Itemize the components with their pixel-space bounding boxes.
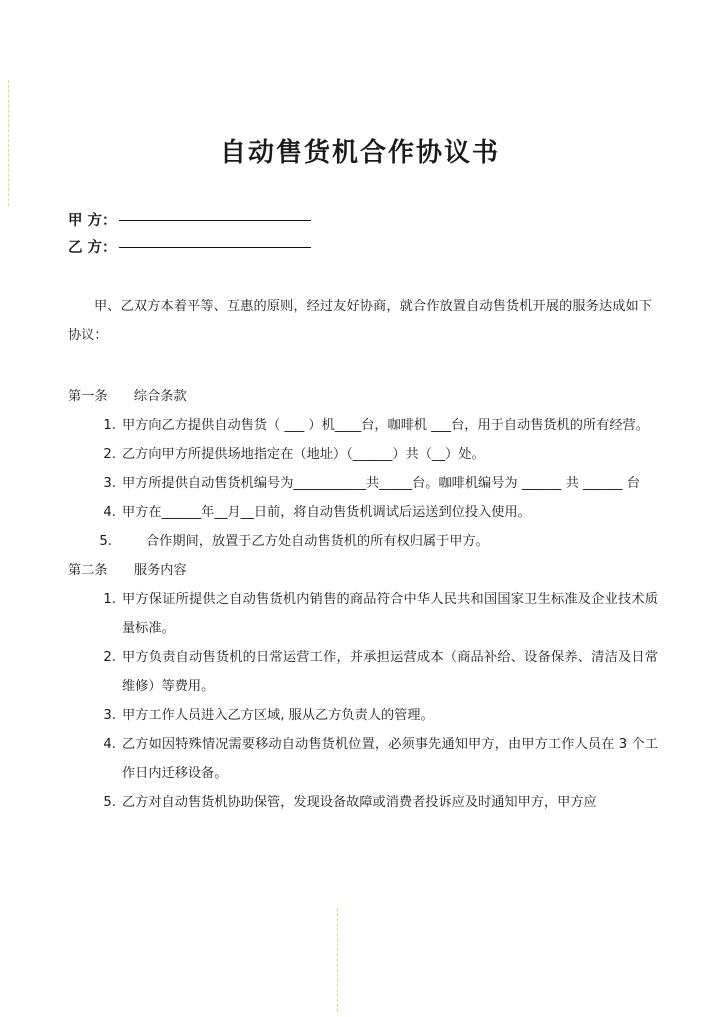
party-blank-jiafang[interactable] — [119, 219, 311, 221]
section-list-2 — [68, 585, 658, 817]
party-fields — [68, 208, 668, 262]
list-item-number: 3. — [103, 708, 116, 723]
intro-paragraph: 甲、乙双方本着平等、互惠的原则，经过友好协商，就合作放置自动售货机开展的服务达成如下协议： — [68, 299, 652, 343]
list-item — [99, 527, 658, 556]
list-item — [103, 411, 658, 440]
section-heading-2: 第二条 服务内容 — [68, 563, 187, 578]
list-item-text: 甲方所提供自动售货机编号为___________共_____台。咖啡机编号为 ______ 共 ______ 台 — [122, 476, 640, 491]
section-list-1 — [68, 411, 658, 556]
list-item-text: 甲方在______年__月__日前，将自动售货机调试后运送到位投入使用。 — [122, 505, 531, 520]
page-title: 自动售货机合作协议书 — [219, 138, 500, 168]
list-item-text: 甲方保证所提供之自动售货机内销售的商品符合中华人民共和国国家卫生标准及企业技术质量标准。 — [122, 592, 658, 636]
list-item — [103, 440, 658, 469]
party-label-yifang: 乙 方： — [68, 240, 117, 256]
list-item-text: 乙方如因特殊情况需要移动自动售货机位置，必须事先通知甲方，由甲方工作人员在 3 个工作日内迁移设备。 — [122, 737, 658, 781]
list-item — [103, 469, 658, 498]
section-heading-1: 第一条 综合条款 — [68, 389, 187, 404]
list-item-number: 4. — [103, 505, 116, 520]
list-item-number: 3. — [103, 476, 116, 491]
list-item-number: 1. — [103, 418, 116, 433]
list-item-text: 甲方工作人员进入乙方区域, 服从乙方负责人的管理。 — [122, 708, 434, 723]
list-item — [103, 788, 658, 817]
list-item — [103, 498, 658, 527]
list-item-text: 乙方向甲方所提供场地指定在（地址）（______）共（__）处。 — [122, 447, 485, 462]
list-item-number: 1. — [103, 592, 116, 607]
list-item-number: 5. — [99, 534, 112, 549]
list-item-text: 合作期间，放置于乙方处自动售货机的所有权归属于甲方。 — [146, 534, 489, 549]
list-item — [103, 585, 658, 643]
list-item — [103, 701, 658, 730]
list-item-text: 乙方对自动售货机协助保管，发现设备故障或消费者投诉应及时通知甲方，甲方应 — [122, 795, 597, 810]
list-item-number: 4. — [103, 737, 116, 752]
list-item-text: 甲方向乙方提供自动售货（ ___ ）机____台，咖啡机 ___台，用于自动售货机的所有经营。 — [122, 418, 649, 433]
party-label-jiafang: 甲 方： — [68, 213, 117, 229]
list-item — [103, 643, 658, 701]
document-body — [68, 382, 658, 817]
party-blank-yifang[interactable] — [119, 246, 311, 248]
list-item-number: 5. — [103, 795, 116, 810]
page-guide-line-bottom — [337, 908, 338, 1012]
list-item-number: 2. — [103, 447, 116, 462]
list-item — [103, 730, 658, 788]
list-item-number: 2. — [103, 650, 116, 665]
list-item-text: 甲方负责自动售货机的日常运营工作，并承担运营成本（商品补给、设备保养、清洁及日常维修）等费用。 — [122, 650, 658, 694]
party-row-yifang — [68, 235, 668, 262]
party-row-jiafang — [68, 208, 668, 235]
